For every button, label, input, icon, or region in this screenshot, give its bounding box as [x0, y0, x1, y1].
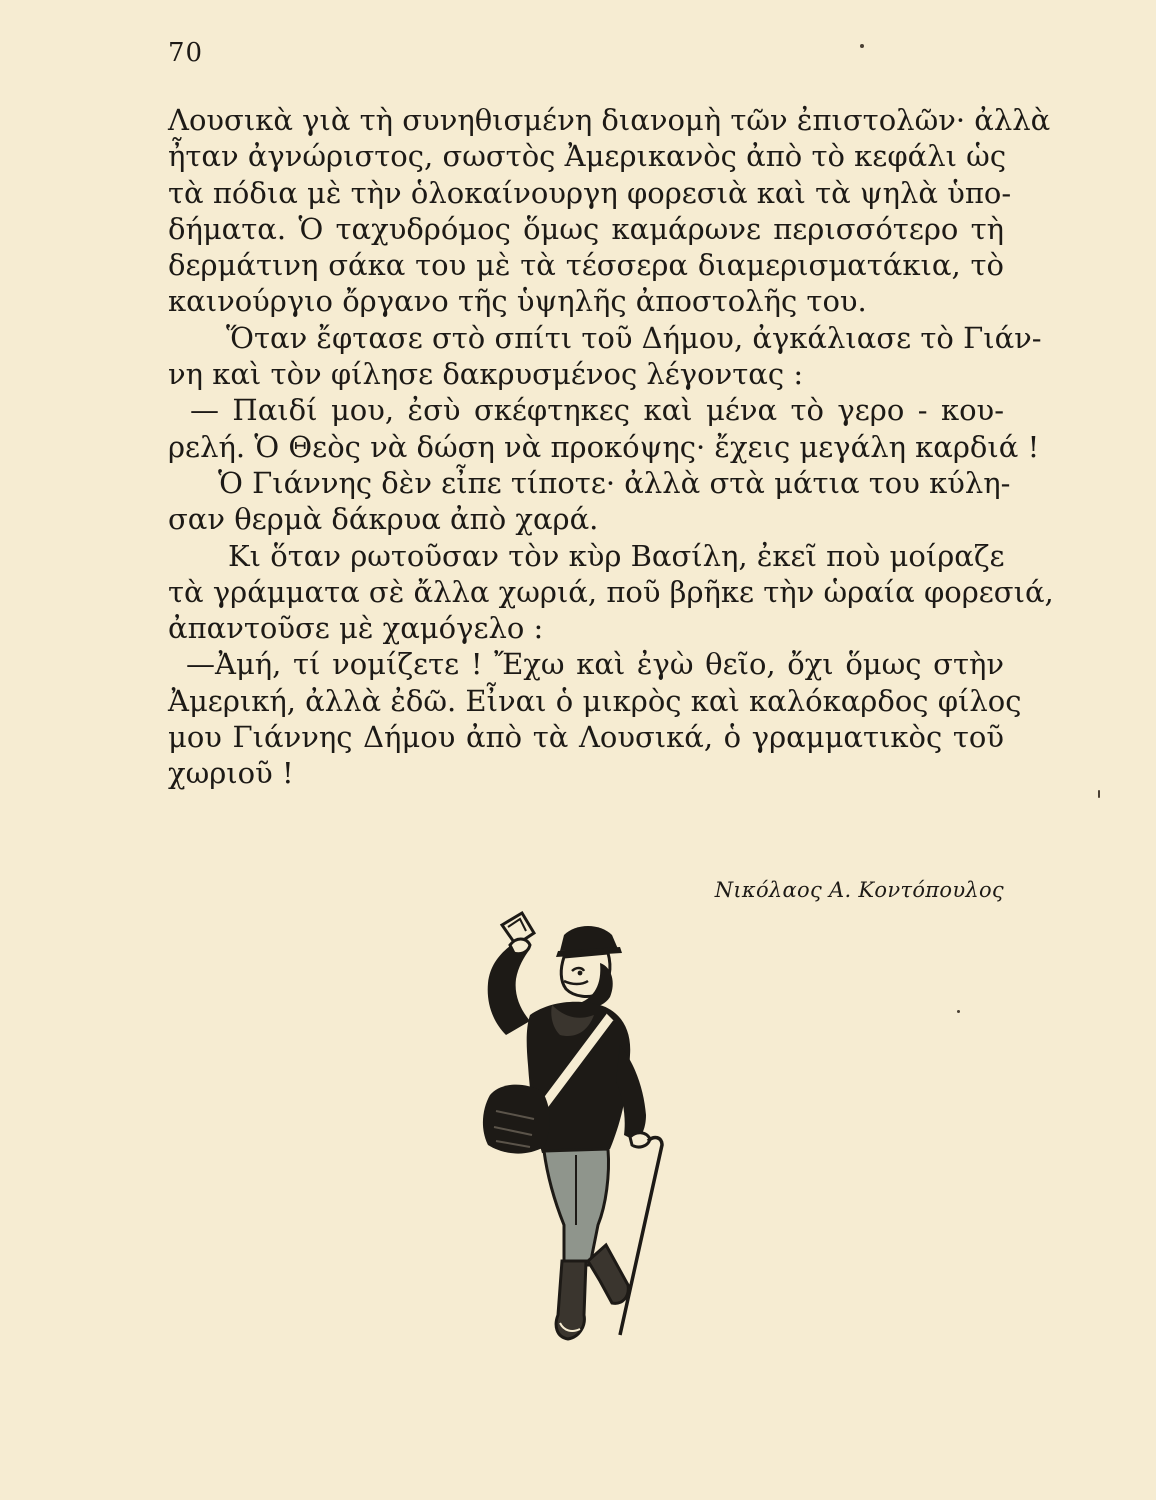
author-signature: Νικόλαος Α. Κοντόπουλος: [714, 878, 1004, 902]
text-line: νη καὶ τὸν φίλησε δακρυσμένος λέγοντας :: [168, 357, 804, 392]
story-text: [168, 102, 1054, 792]
text-line: Κι ὅταν ρωτοῦσαν τὸν κὺρ Βασίλη, ἐκεῖ ποὺ μοίραζε: [228, 538, 1005, 573]
cap: [560, 926, 618, 951]
text-line: ἀπαντοῦσε μὲ χαμόγελο :: [168, 611, 544, 646]
text-line: Ὁ Γιάννης δὲν εἶπε τίποτε· ἀλλὰ στὰ μάτια του κύλη-: [218, 465, 1011, 500]
text-line: δήματα. Ὁ ταχυδρόμος ὅμως καμάρωνε περισσότερο τὴ: [168, 211, 1004, 246]
text-line: τὰ πόδια μὲ τὴν ὁλοκαίνουργη φορεσιὰ καὶ τὰ ψηλὰ ὑπο-: [168, 175, 1012, 210]
text-line: — Παιδί μου, ἐσὺ σκέφτηκες καὶ μένα τὸ γερο - κου-: [190, 393, 1004, 428]
text-line: σαν θερμὰ δάκρυα ἀπὸ χαρά.: [168, 502, 599, 537]
paper-speck: [1098, 790, 1100, 798]
raised-arm: [488, 943, 530, 1035]
paper-speck: [957, 1010, 960, 1013]
paper-speck: [860, 44, 864, 48]
text-line: ἦταν ἀγνώριστος, σωστὸς Ἀμερικανὸς ἀπὸ τὸ κεφάλι ὡς: [168, 139, 1007, 174]
satchel: [483, 1085, 550, 1154]
walking-cane: [620, 1138, 662, 1335]
left-boot: [556, 1261, 586, 1339]
text-line: ρελή. Ὁ Θεὸς νὰ δώση νὰ προκόψης· ἔχεις μεγάλη καρδιά !: [168, 429, 1040, 464]
text-line: Λουσικὰ γιὰ τὴ συνηθισμένη διανομὴ τῶν ἐπιστολῶν· ἀλλὰ: [168, 103, 1051, 137]
text-line: δερμάτινη σάκα του μὲ τὰ τέσσερα διαμερισματάκια, τὸ: [168, 248, 1004, 283]
text-line: καινούργιο ὄργανο τῆς ὑψηλῆς ἀποστολῆς του.: [168, 284, 867, 319]
page-number: 70: [168, 38, 204, 68]
text-line: Ὅταν ἔφτασε στὸ σπίτι τοῦ Δήμου, ἀγκάλιασε τὸ Γιάν-: [226, 320, 1042, 355]
text-line: χωριοῦ !: [168, 756, 294, 791]
text-line: τὰ γράμματα σὲ ἄλλα χωριά, ποῦ βρῆκε τὴν ὡραία φορεσιά,: [168, 574, 1054, 609]
text-line: Ἀμερική, ἀλλὰ ἐδῶ. Εἶναι ὁ μικρὸς καὶ καλόκαρδος φίλος: [168, 683, 1022, 718]
postman-illustration: [460, 905, 710, 1365]
text-line: —Ἀμή, τί νομίζετε ! Ἔχω καὶ ἐγὼ θεῖο, ὄχι ὅμως στὴν: [186, 647, 1004, 682]
text-line: μου Γιάννης Δήμου ἀπὸ τὰ Λουσικά, ὁ γραμματικὸς τοῦ: [168, 720, 1004, 755]
right-boot: [588, 1245, 628, 1303]
